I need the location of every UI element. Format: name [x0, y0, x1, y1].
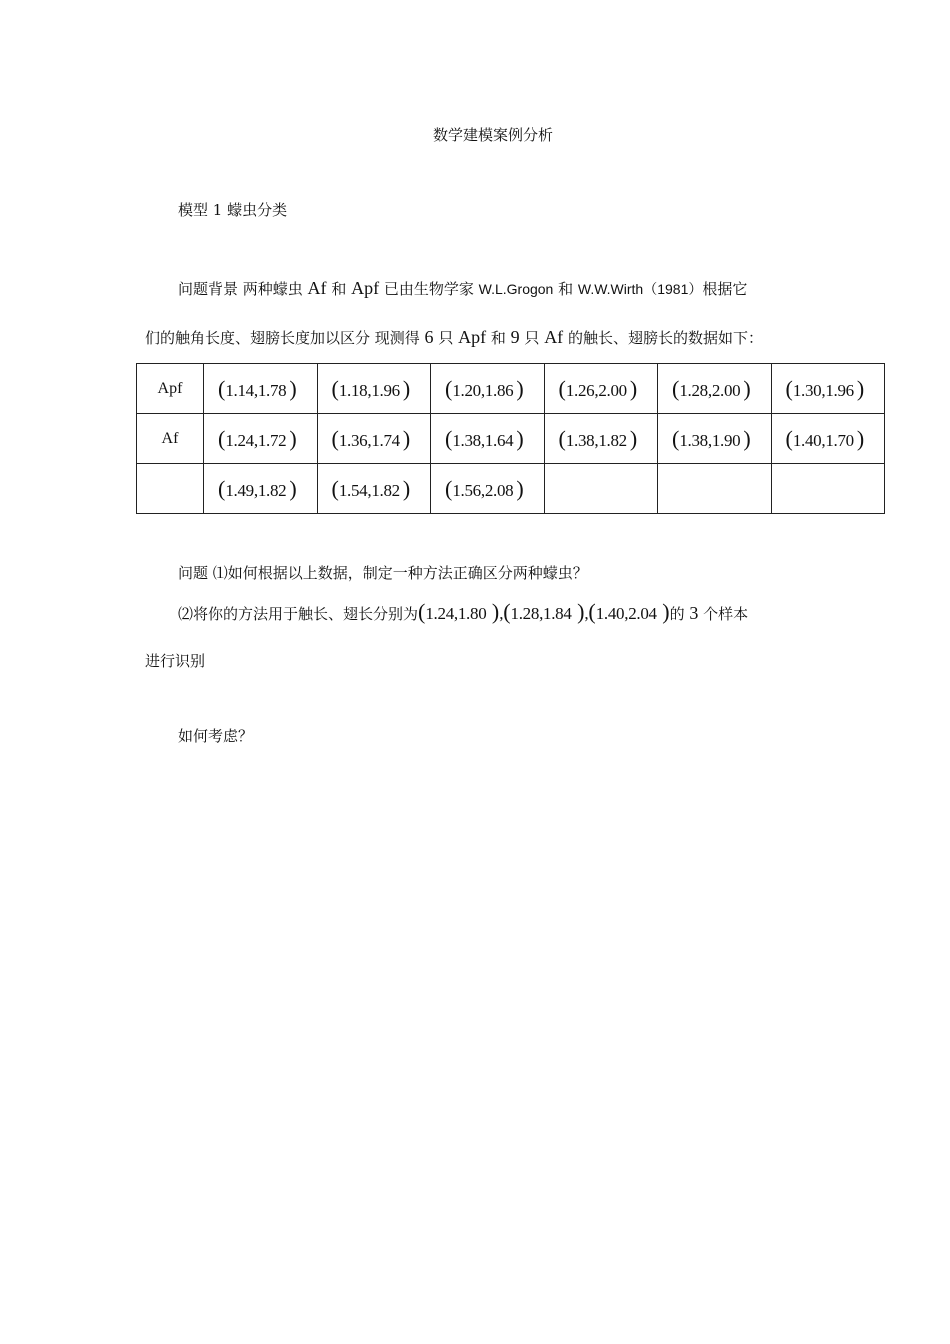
cell-value: 1.28,2.00	[679, 380, 741, 400]
background2-mid1: 只	[433, 329, 459, 347]
row-label: Af	[137, 414, 204, 464]
cell-value: 1.56,2.08	[452, 480, 514, 500]
table-cell-empty	[658, 464, 772, 514]
cell-value: 1.38,1.82	[565, 430, 627, 450]
table-cell: (1.20,1.86 )	[431, 364, 545, 414]
row-label: Apf	[137, 364, 204, 414]
sample-count: 3	[689, 603, 699, 623]
cell-value: 1.38,1.64	[452, 430, 514, 450]
table-cell-empty	[544, 464, 658, 514]
question-2-continuation: 进行识别	[145, 652, 206, 670]
species-af-2: Af	[544, 327, 564, 347]
table-cell: (1.14,1.78 )	[204, 364, 318, 414]
table-cell: (1.26,2.00 )	[544, 364, 658, 414]
cell-value: 1.30,1.96	[792, 380, 854, 400]
sample-value: 1.28,1.84	[510, 604, 572, 623]
background-and-2: 和	[553, 280, 578, 298]
closing-question: 如何考虑？	[178, 727, 254, 745]
model-heading: 模型 1 蠓虫分类	[178, 201, 288, 219]
row-label	[137, 464, 204, 514]
question2-suffix-post: 个样本	[698, 605, 749, 623]
species-af: Af	[307, 278, 327, 298]
cell-value: 1.20,1.86	[452, 380, 514, 400]
species-apf-2: Apf	[458, 327, 487, 347]
table-row	[137, 414, 885, 464]
background2-mid2: 和	[486, 329, 511, 347]
table-cell: (1.38,1.64 )	[431, 414, 545, 464]
sample-value: 1.40,2.04	[595, 604, 657, 623]
table-cell: (1.28,2.00 )	[658, 364, 772, 414]
table-cell: (1.38,1.82 )	[544, 414, 658, 464]
table-cell: (1.30,1.96 )	[771, 364, 885, 414]
background-line-2	[145, 327, 763, 348]
cell-value: 1.14,1.78	[225, 380, 287, 400]
question2-suffix-pre: 的	[669, 605, 690, 623]
table-cell: (1.49,1.82 )	[204, 464, 318, 514]
question2-prefix: ⑵将你的方法用于触长、翅长分别为	[178, 605, 419, 623]
cell-value: 1.24,1.72	[225, 430, 287, 450]
table-cell: (1.38,1.90 )	[658, 414, 772, 464]
table-cell: (1.18,1.96 )	[317, 364, 431, 414]
measurement-table	[136, 363, 885, 514]
cell-value: 1.38,1.90	[679, 430, 741, 450]
background-and: 和	[326, 280, 352, 298]
table-cell: (1.36,1.74 )	[317, 414, 431, 464]
background-prefix: 问题背景 两种蠓虫	[178, 280, 308, 298]
cell-value: 1.54,1.82	[338, 480, 400, 500]
table-cell: (1.56,2.08 )	[431, 464, 545, 514]
question-1: 问题 ⑴如何根据以上数据，制定一种方法正确区分两种蠓虫？	[178, 564, 588, 582]
cell-value: 1.36,1.74	[338, 430, 400, 450]
table-cell: (1.24,1.72 )	[204, 414, 318, 464]
cell-value: 1.49,1.82	[225, 480, 287, 500]
background2-prefix: 们的触角长度、翅膀长度加以区分 现测得	[145, 329, 425, 347]
species-apf: Apf	[351, 278, 380, 298]
table-cell-empty	[771, 464, 885, 514]
author-wirth: W.W.Wirth（1981）	[577, 281, 703, 297]
count-af: 9	[510, 327, 520, 347]
page-title: 数学建模案例分析	[432, 126, 553, 144]
cell-value: 1.40,1.70	[792, 430, 854, 450]
sample-value: 1.24,1.80	[425, 604, 487, 623]
table-cell: (1.40,1.70 )	[771, 414, 885, 464]
background-line-1	[178, 278, 747, 299]
background2-mid3: 只	[519, 329, 545, 347]
table-cell: (1.54,1.82 )	[317, 464, 431, 514]
cell-value: 1.26,2.00	[565, 380, 627, 400]
background-suffix: 根据它	[702, 280, 748, 298]
background2-suffix: 的触长、翅膀长的数据如下：	[563, 329, 763, 347]
question-2: ⑵将你的方法用于触长、翅长分别为(1.24,1.80 ),(1.28,1.84 ),(1.40,2.04 )的 3 个样本	[178, 599, 749, 624]
cell-value: 1.18,1.96	[338, 380, 400, 400]
count-apf: 6	[424, 327, 434, 347]
table-row	[137, 464, 885, 514]
author-grogon: W.L.Grogon	[478, 281, 554, 297]
background-mid: 已由生物学家	[379, 280, 479, 298]
table-row	[137, 364, 885, 414]
